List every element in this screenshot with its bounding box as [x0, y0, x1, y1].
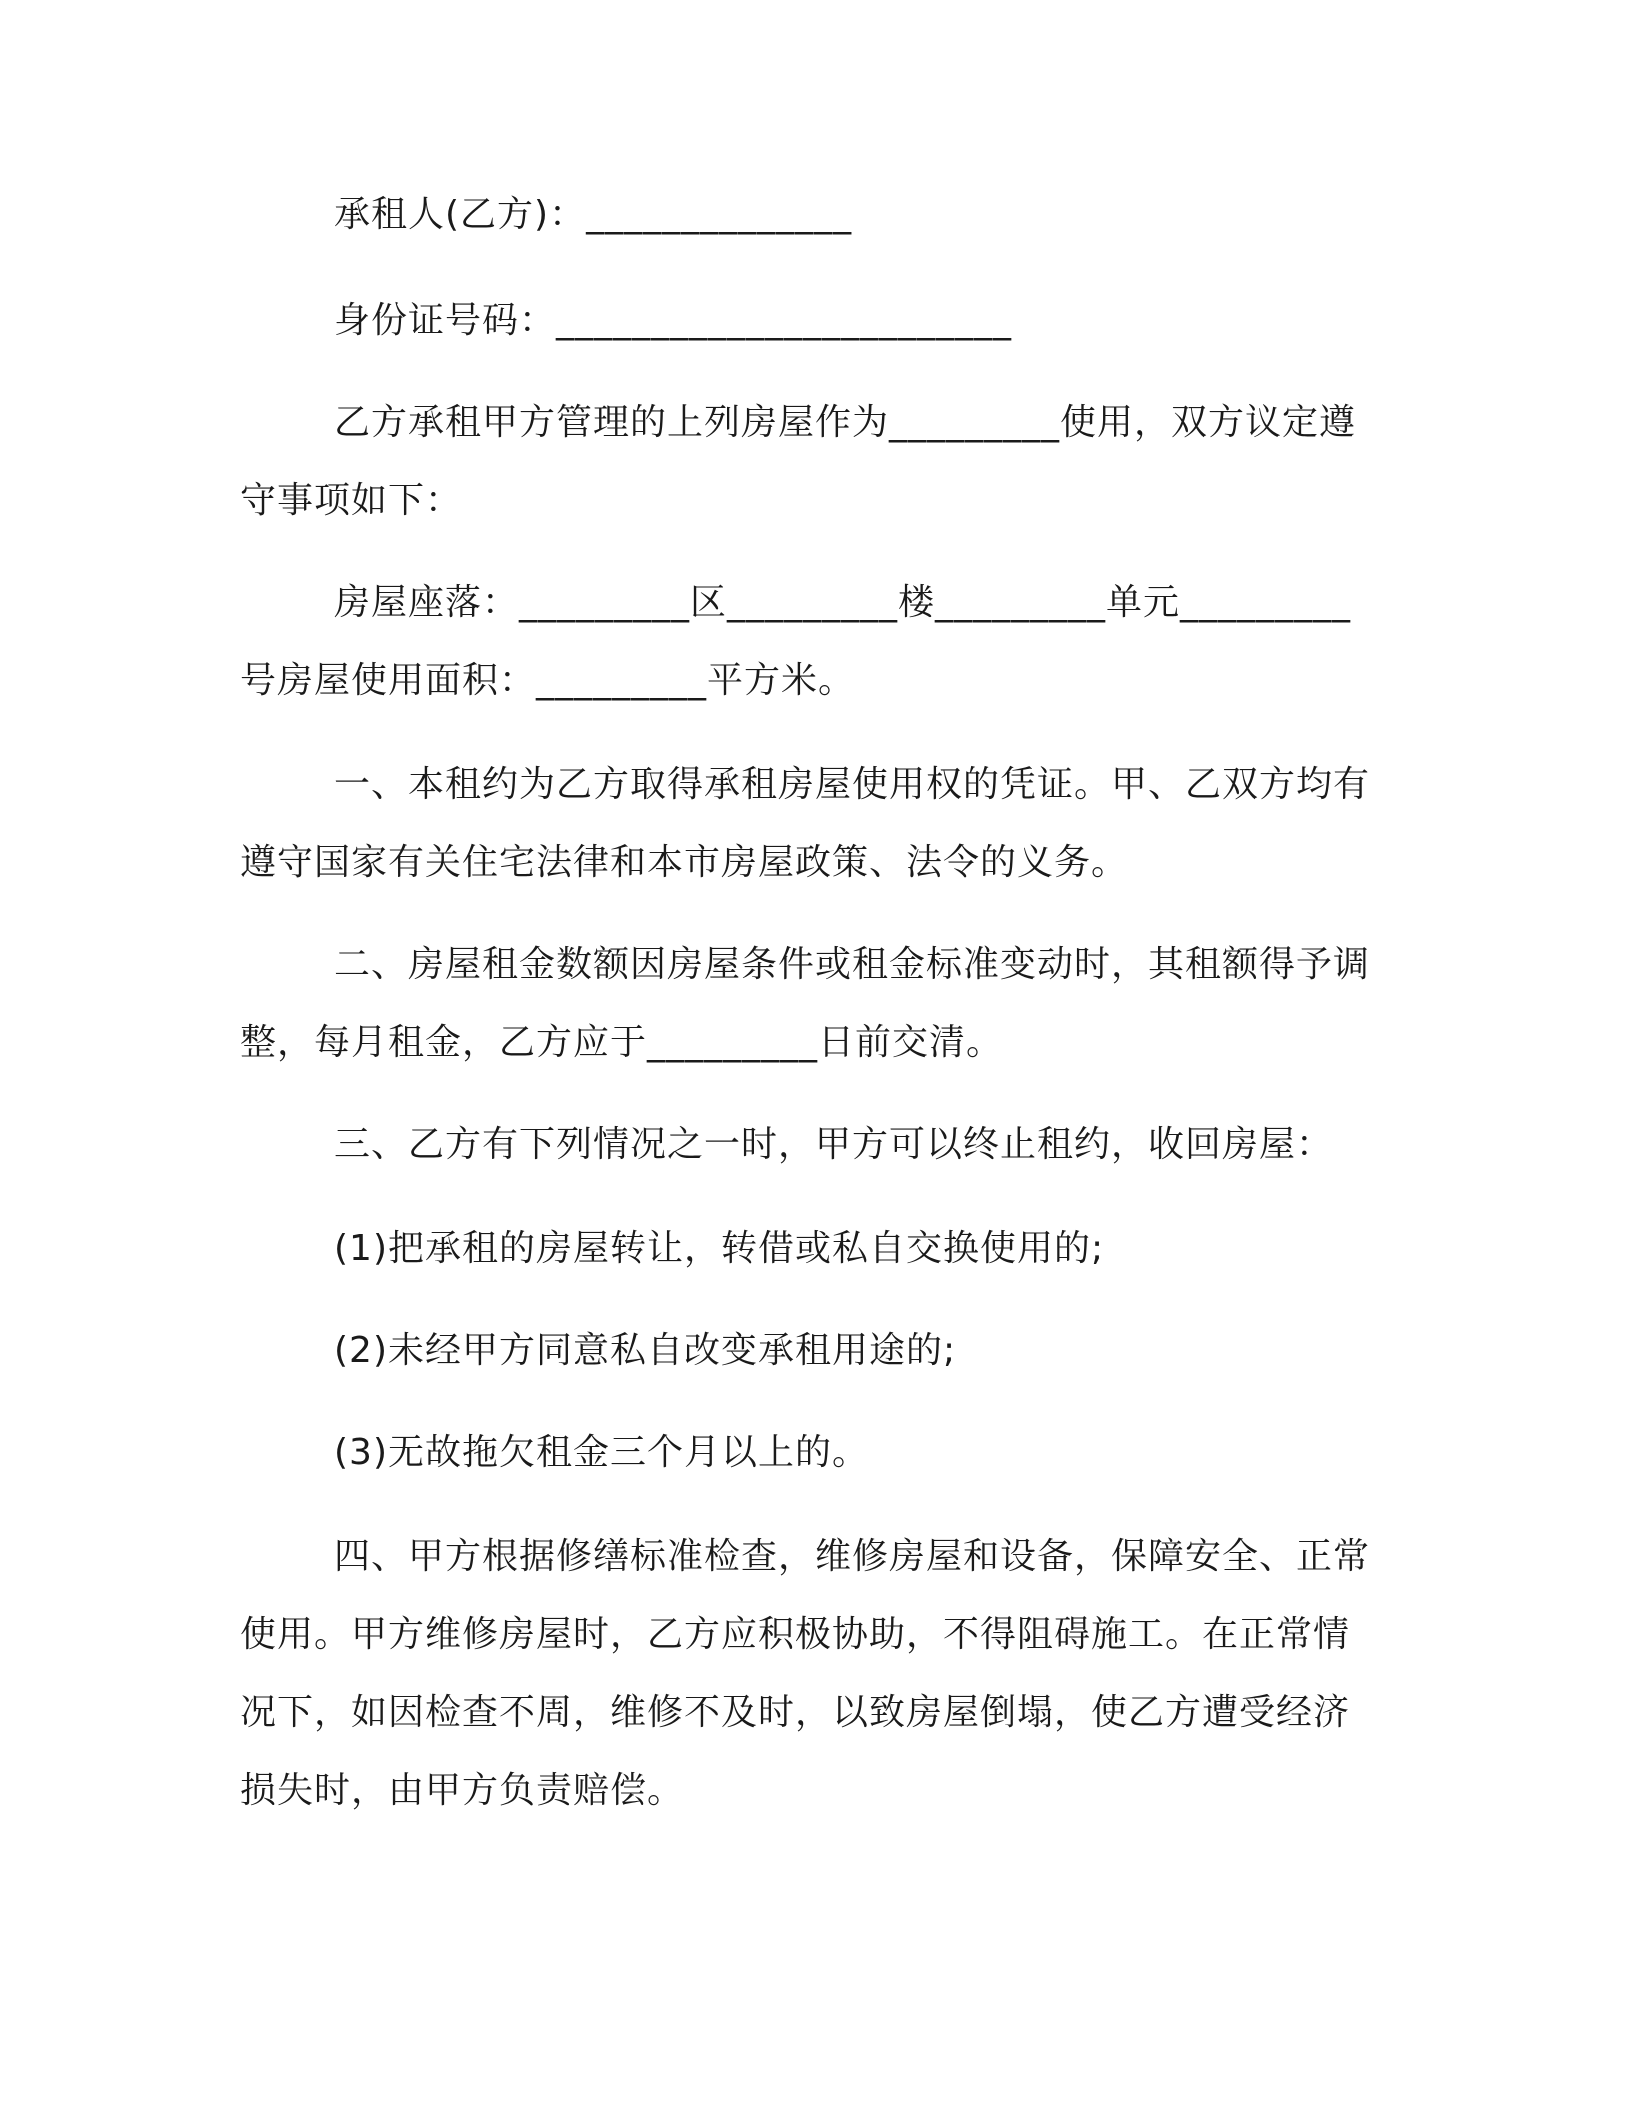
house-location-paragraph: 房屋座落：_________区_________楼_________单元_________号房屋使用面积：_________平方米。: [240, 582, 1352, 701]
clause-3-item-2: (2)未经甲方同意私自改变承租用途的;: [334, 1330, 957, 1371]
clause-3-paragraph: 三、乙方有下列情况之一时，甲方可以终止租约，收回房屋：: [334, 1124, 1334, 1165]
clause-4-paragraph: 四、甲方根据修缮标准检查，维修房屋和设备，保障安全、正常使用。甲方维修房屋时，乙方应积极协助，不得阻碍施工。在正常情况下，如因检查不周，维修不及时，以致房屋倒塌，使乙方遭受经济损失时，由甲方负责赔偿。: [240, 1536, 1371, 1811]
tenant-line: 承租人(乙方)：______________: [334, 194, 853, 235]
id-number-line: 身份证号码：________________________: [334, 300, 1013, 341]
clause-3-item-3: (3)无故拖欠租金三个月以上的。: [334, 1432, 869, 1473]
clause-1-paragraph: 一、本租约为乙方取得承租房屋使用权的凭证。甲、乙双方均有遵守国家有关住宅法律和本市房屋政策、法令的义务。: [240, 764, 1371, 883]
clause-2-paragraph: 二、房屋租金数额因房屋条件或租金标准变动时，其租额得予调整，每月租金，乙方应于_________日前交清。: [240, 944, 1371, 1063]
usage-purpose-paragraph: 乙方承租甲方管理的上列房屋作为_________使用，双方议定遵守事项如下：: [240, 402, 1357, 521]
clause-3-item-1: (1)把承租的房屋转让，转借或私自交换使用的;: [334, 1228, 1105, 1269]
